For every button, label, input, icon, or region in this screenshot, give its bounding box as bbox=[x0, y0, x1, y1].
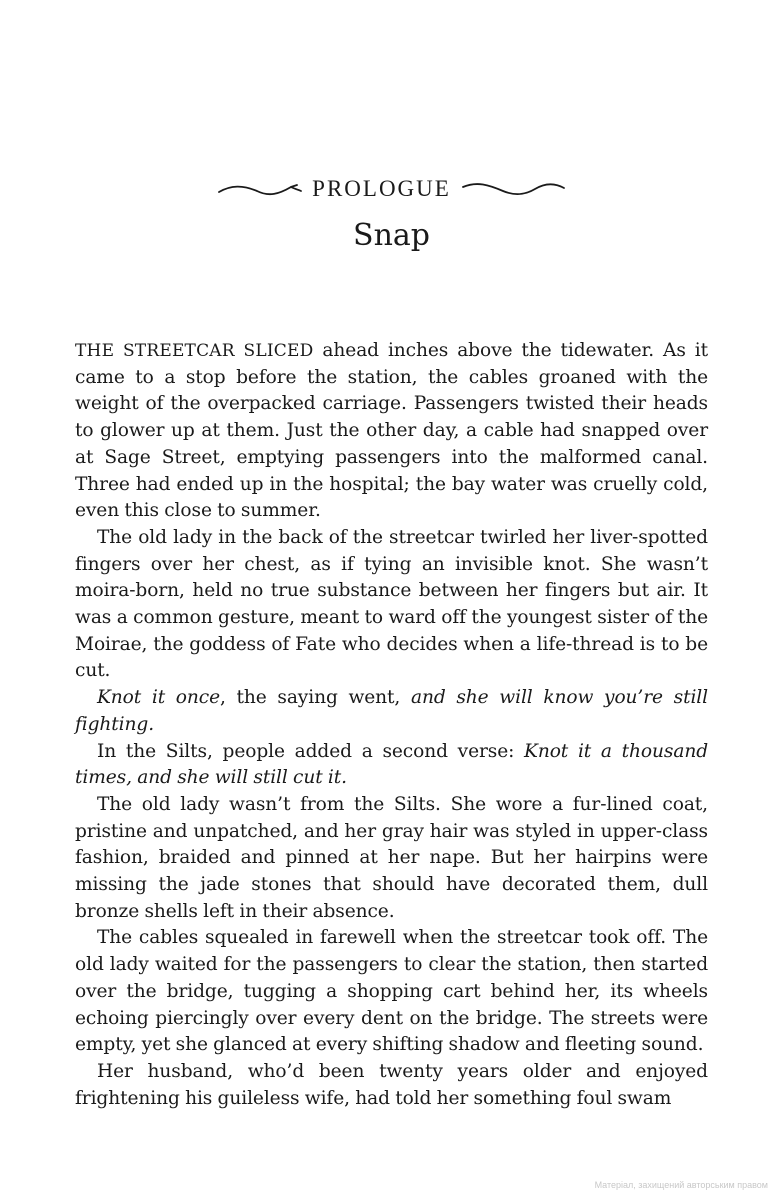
paragraph-6: The cables squealed in farewell when the streetcar took off. The old lady waited for the passengers to clear the station, then started over the bridge, tugging a shopping cart behind her, its wheels echoing piercingly over every dent on the bridge. The streets were empty, yet she glanced at every shifting shadow and fleeting sound. bbox=[75, 927, 708, 1056]
paragraph-3-text: , the saying went, bbox=[219, 687, 411, 709]
left-swash-ornament bbox=[217, 179, 302, 199]
right-swash-ornament bbox=[461, 179, 566, 199]
paragraph-1-text: ahead inches above the tidewater. As it came to a stop before the station, the cables groaned with the weight of the overpacked carriage. Passengers twisted their heads to glower up at them. Just the other day, a cable had snapped over at Sage Street, emptying passengers into the malformed canal. Three had ended up in the hospital; the bay water was cruelly cold, even this close to summer. bbox=[75, 340, 709, 522]
copyright-watermark: Матеріал, захищений авторським правом bbox=[594, 1180, 768, 1190]
chapter-heading bbox=[75, 176, 708, 202]
second-verse: Knot it a thousand times, and she will still cut it. bbox=[75, 740, 709, 789]
paragraph-4-text: In the Silts, people added a second verse: bbox=[97, 740, 525, 762]
chapter-label: PROLOGUE bbox=[312, 176, 451, 201]
paragraph-4 bbox=[75, 739, 708, 792]
prologue-body bbox=[75, 338, 708, 1112]
saying-second-part: and she will know you’re still fighting. bbox=[75, 687, 708, 735]
chapter-title: Snap bbox=[353, 218, 430, 253]
paragraph-2: The old lady in the back of the streetcar twirled her liver-spotted fingers over her chest, as if tying an invisible knot. She wasn’t moira-born, held no true substance between her fingers but air. It was a common gesture, meant to ward off the youngest sister of the Moirae, the goddess of Fate who decides when a life-thread is to be cut. bbox=[75, 526, 708, 682]
saying-first-part: Knot it once bbox=[97, 687, 220, 709]
paragraph-3 bbox=[75, 685, 708, 738]
paragraph-5: The old lady wasn’t from the Silts. She wore a fur-lined coat, pristine and unpatched, and her gray hair was styled in upper-class fashion, braided and pinned at her nape. But her hairpins were missing the jade stones that should have decorated them, dull bronze shells left in their absence. bbox=[75, 793, 708, 922]
opening-words: THE STREETCAR SLICED bbox=[75, 341, 314, 361]
paragraph-7: Her husband, who’d been twenty years older and enjoyed frightening his guileless wife, had told her something foul swam bbox=[75, 1060, 708, 1109]
paragraph-1 bbox=[75, 338, 708, 525]
